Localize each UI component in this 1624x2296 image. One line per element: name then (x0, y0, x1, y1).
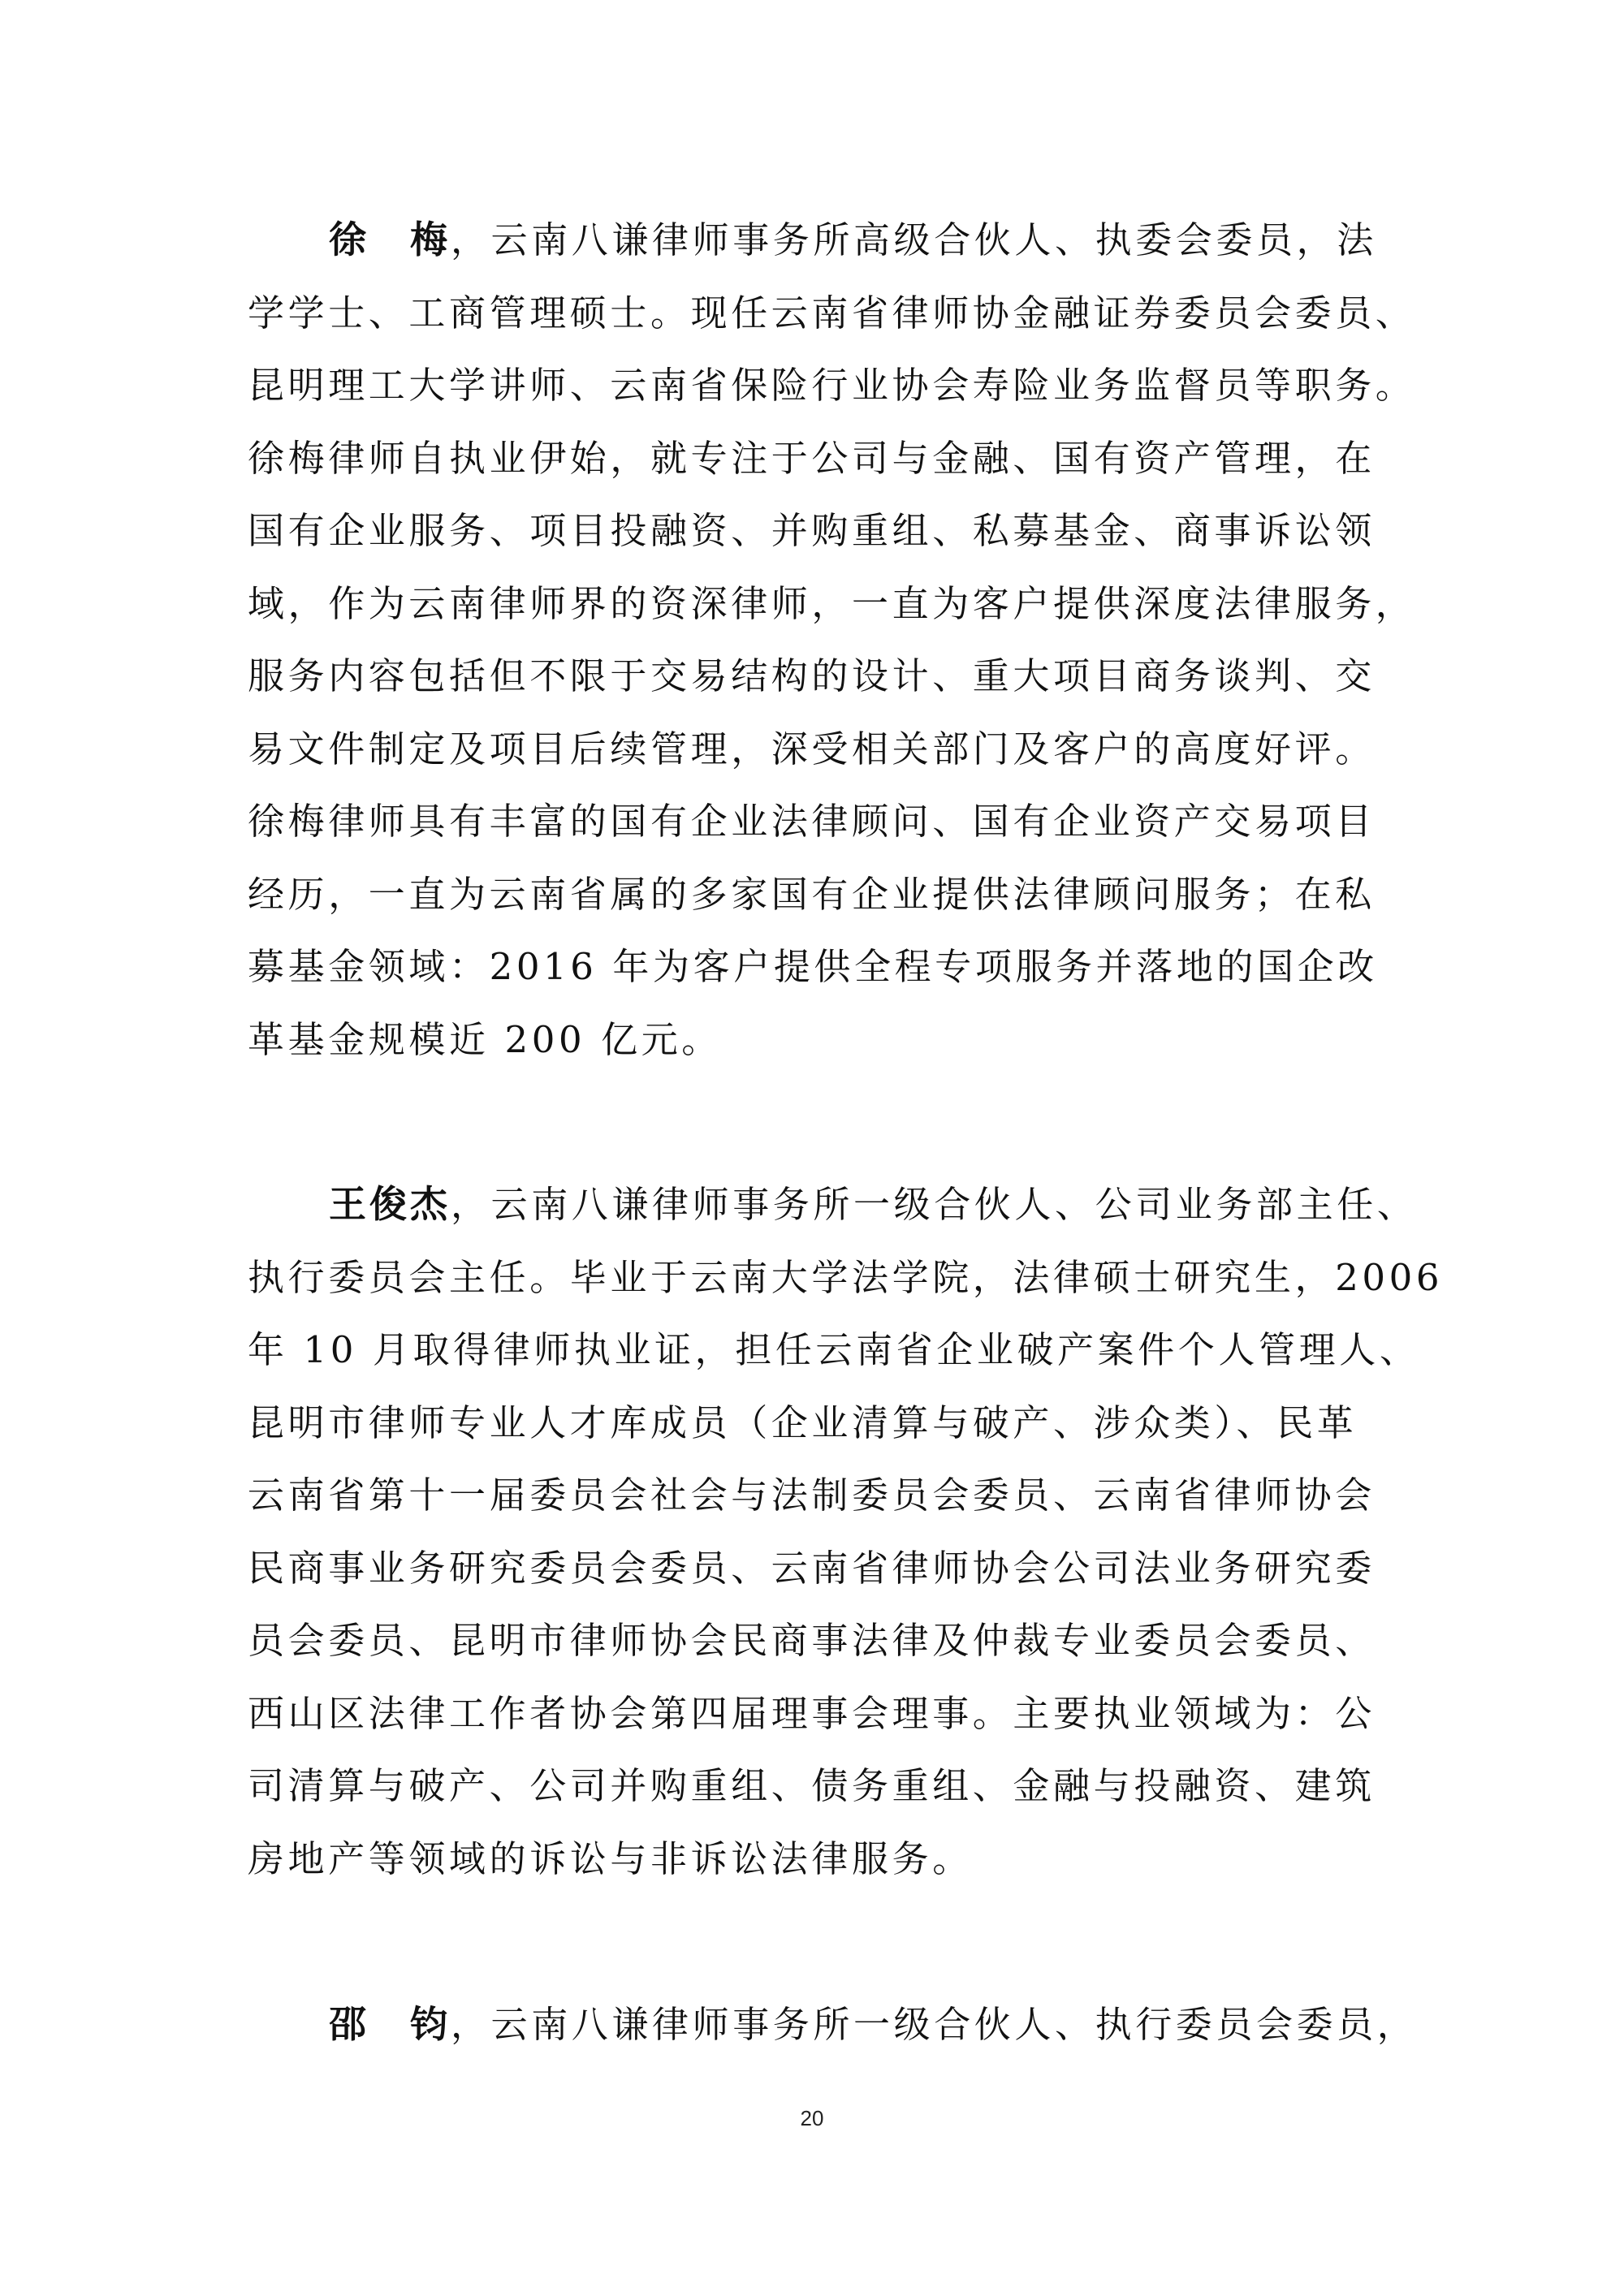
bio-line: 募基金领域：2016 年为客户提供全程专项服务并落地的国企改 (248, 945, 1378, 988)
bio-line: 民商事业务研究委员会委员、云南省律师协会公司法业务研究委 (248, 1546, 1376, 1590)
bio-line: 服务内容包括但不限于交易结构的设计、重大项目商务谈判、交 (248, 654, 1376, 697)
bio-line: 邵 钧，云南八谦律师事务所一级合伙人、执行委员会委员， (329, 2002, 1418, 2046)
bio-line: 昆明理工大学讲师、云南省保险行业协会寿险业务监督员等职务。 (248, 364, 1416, 407)
bio-name: 邵 钧 (329, 2002, 451, 2046)
bio-line: 易文件制定及项目后续管理，深受相关部门及客户的高度好评。 (248, 727, 1376, 770)
bio-line: 年 10 月取得律师执业证，担任云南省企业破产案件个人管理人、 (248, 1328, 1420, 1371)
bio-line: 员会委员、昆明市律师协会民商事法律及仲裁专业委员会委员、 (248, 1619, 1376, 1662)
bio-line: 西山区法律工作者协会第四届理事会理事。主要执业领域为：公 (248, 1691, 1376, 1735)
bio-line: 徐 梅，云南八谦律师事务所高级合伙人、执委会委员，法 (329, 218, 1377, 261)
bio-paragraph-wang-junjie (248, 1168, 1444, 1895)
bio-line: 房地产等领域的诉讼与非诉讼法律服务。 (248, 1836, 973, 1880)
bio-line: 域，作为云南律师界的资深律师，一直为客户提供深度法律服务， (248, 581, 1416, 625)
bio-line: 徐梅律师自执业伊始，就专注于公司与金融、国有资产管理，在 (248, 436, 1376, 480)
bio-line: 国有企业服务、项目投融资、并购重组、私募基金、商事诉讼领 (248, 509, 1376, 552)
bio-line: 徐梅律师具有丰富的国有企业法律顾问、国有企业资产交易项目 (248, 800, 1376, 843)
bio-line: 革基金规模近 200 亿元。 (248, 1017, 722, 1061)
bio-paragraph-xu-mei (248, 204, 1416, 1076)
bio-name: 王俊杰 (329, 1182, 451, 1226)
bio-line: 执行委员会主任。毕业于云南大学法学院，法律硕士研究生，2006 (248, 1255, 1444, 1299)
bio-line: 经历，一直为云南省属的多家国有企业提供法律顾问服务；在私 (248, 872, 1376, 916)
bio-line: 云南省第十一届委员会社会与法制委员会委员、云南省律师协会 (248, 1474, 1376, 1517)
bio-line: 王俊杰，云南八谦律师事务所一级合伙人、公司业务部主任、 (329, 1182, 1418, 1226)
bio-name: 徐 梅 (329, 218, 451, 261)
bio-line: 学学士、工商管理硕士。现任云南省律师协金融证券委员会委员、 (248, 291, 1416, 334)
bio-paragraph-shao-jun (248, 1988, 1418, 2061)
bio-line: 昆明市律师专业人才库成员（企业清算与破产、涉众类）、民革 (248, 1400, 1358, 1444)
page-number: 20 (800, 2106, 824, 2130)
bio-line: 司清算与破产、公司并购重组、债务重组、金融与投融资、建筑 (248, 1764, 1376, 1807)
